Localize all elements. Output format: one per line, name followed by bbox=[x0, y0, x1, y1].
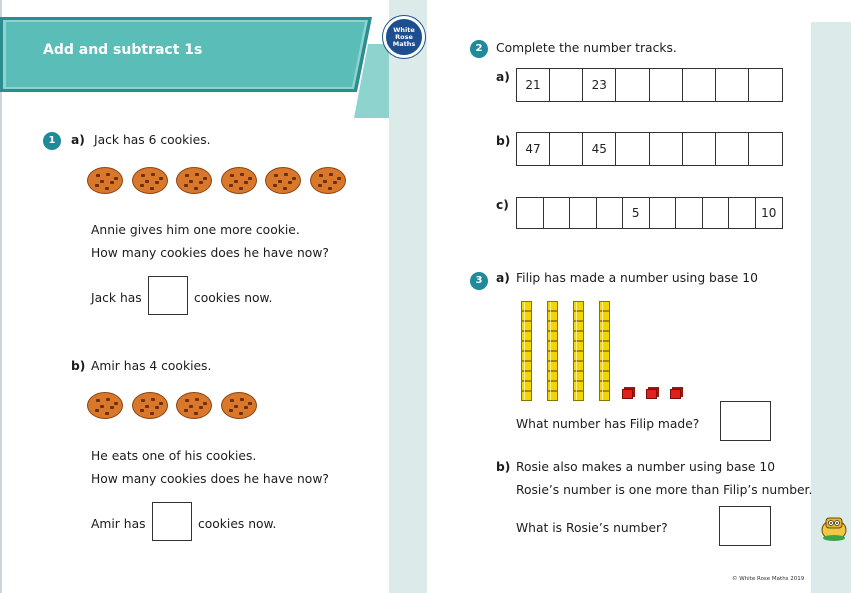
white-rose-maths-logo: White Rose Maths bbox=[383, 16, 425, 58]
number-track-c bbox=[516, 197, 783, 229]
cookie bbox=[132, 392, 168, 419]
ten-rod bbox=[599, 301, 610, 401]
question-2-number: 2 bbox=[470, 40, 488, 58]
cookie bbox=[221, 392, 257, 419]
cookie bbox=[87, 167, 123, 194]
cookie bbox=[132, 167, 168, 194]
ten-rod bbox=[521, 301, 532, 401]
track-cell[interactable] bbox=[650, 198, 677, 228]
track-cell[interactable] bbox=[550, 69, 583, 101]
right-margin-strip bbox=[811, 22, 851, 593]
number-track-a bbox=[516, 68, 783, 102]
q1b-label: b) bbox=[71, 359, 86, 373]
track-cell[interactable] bbox=[544, 198, 571, 228]
ten-rod bbox=[573, 301, 584, 401]
track-cell[interactable] bbox=[729, 198, 756, 228]
track-cell[interactable] bbox=[517, 198, 544, 228]
track-cell[interactable] bbox=[676, 198, 703, 228]
q1b-answer-prefix: Amir has bbox=[91, 517, 146, 531]
q1a-line1: Annie gives him one more cookie. bbox=[91, 223, 300, 237]
q1b-answer-box[interactable] bbox=[152, 502, 192, 541]
q3b-question: What is Rosie’s number? bbox=[516, 521, 668, 535]
track-cell[interactable] bbox=[570, 198, 597, 228]
q2b-label: b) bbox=[496, 134, 511, 148]
q1a-intro: Jack has 6 cookies. bbox=[94, 133, 211, 147]
q3a-answer-box[interactable] bbox=[720, 401, 771, 441]
track-cell[interactable] bbox=[716, 69, 749, 101]
track-cell[interactable] bbox=[703, 198, 730, 228]
robot-mascot-icon bbox=[820, 512, 848, 542]
track-cell[interactable] bbox=[616, 69, 649, 101]
cookie bbox=[310, 167, 346, 194]
q1a-line2: How many cookies does he have now? bbox=[91, 246, 329, 260]
q3a-label: a) bbox=[496, 271, 510, 285]
q1a-answer-prefix: Jack has bbox=[91, 291, 142, 305]
q3b-line1: Rosie also makes a number using base 10 bbox=[516, 460, 776, 474]
q3b-label: b) bbox=[496, 460, 511, 474]
cookie bbox=[176, 392, 212, 419]
q1a-label: a) bbox=[71, 133, 85, 147]
q3a-question: What number has Filip made? bbox=[516, 417, 700, 431]
track-cell[interactable] bbox=[749, 133, 782, 165]
q3a-text: Filip has made a number using base 10 bbox=[516, 271, 758, 285]
q1b-intro: Amir has 4 cookies. bbox=[91, 359, 212, 373]
q3b-answer-box[interactable] bbox=[719, 506, 771, 546]
q2-title: Complete the number tracks. bbox=[496, 41, 677, 55]
q1a-answer-box[interactable] bbox=[148, 276, 188, 315]
unit-cube bbox=[646, 389, 657, 399]
q1a-answer-suffix: cookies now. bbox=[194, 291, 273, 305]
track-cell: 47 bbox=[517, 133, 550, 165]
track-cell[interactable] bbox=[716, 133, 749, 165]
number-track-b bbox=[516, 132, 783, 166]
q1b-line2: How many cookies does he have now? bbox=[91, 472, 329, 486]
q3b-line2: Rosie’s number is one more than Filip’s number. bbox=[516, 483, 813, 497]
track-cell[interactable] bbox=[597, 198, 624, 228]
question-3-number: 3 bbox=[470, 272, 488, 290]
page-gutter bbox=[389, 0, 427, 593]
cookie bbox=[221, 167, 257, 194]
question-1-number: 1 bbox=[43, 132, 61, 150]
q2a-label: a) bbox=[496, 70, 510, 84]
track-cell[interactable] bbox=[550, 133, 583, 165]
track-cell[interactable] bbox=[749, 69, 782, 101]
track-cell: 21 bbox=[517, 69, 550, 101]
track-cell: 5 bbox=[623, 198, 650, 228]
track-cell[interactable] bbox=[683, 69, 716, 101]
unit-cube bbox=[670, 389, 681, 399]
track-cell[interactable] bbox=[650, 133, 683, 165]
track-cell[interactable] bbox=[650, 69, 683, 101]
q1b-line1: He eats one of his cookies. bbox=[91, 449, 257, 463]
cookie bbox=[87, 392, 123, 419]
unit-cube bbox=[622, 389, 633, 399]
page-title: Add and subtract 1s bbox=[43, 42, 203, 58]
q2c-label: c) bbox=[496, 198, 509, 212]
track-cell[interactable] bbox=[616, 133, 649, 165]
copyright-text: © White Rose Maths 2019 bbox=[732, 576, 805, 582]
cookie bbox=[265, 167, 301, 194]
q1b-answer-suffix: cookies now. bbox=[198, 517, 277, 531]
track-cell: 45 bbox=[583, 133, 616, 165]
track-cell[interactable] bbox=[683, 133, 716, 165]
header-banner bbox=[0, 14, 389, 119]
cookie bbox=[176, 167, 212, 194]
ten-rod bbox=[547, 301, 558, 401]
track-cell: 10 bbox=[761, 206, 777, 220]
track-cell: 23 bbox=[583, 69, 616, 101]
